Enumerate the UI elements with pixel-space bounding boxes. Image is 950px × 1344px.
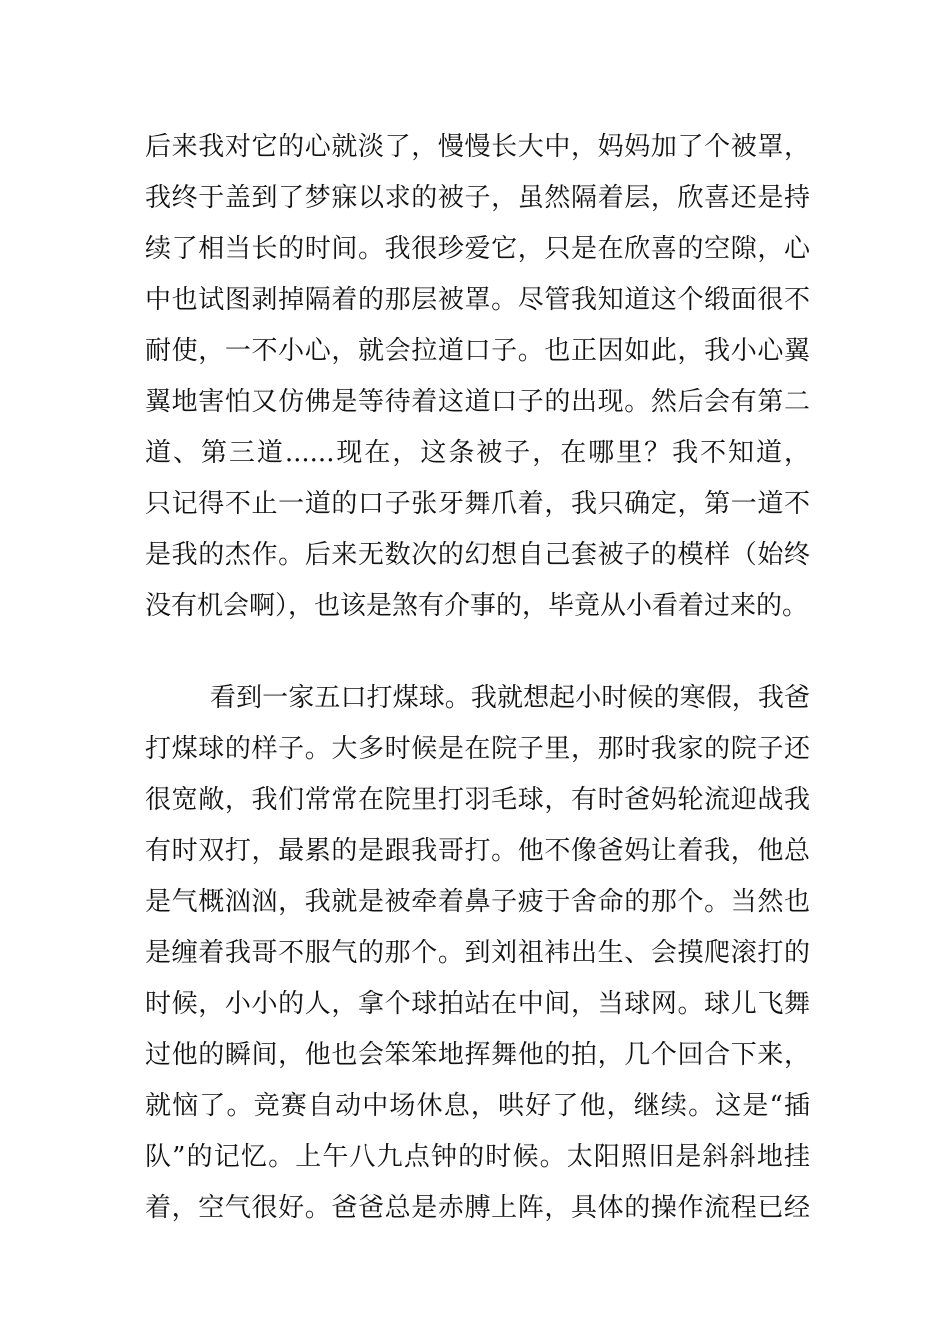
text-line: 是我的杰作。后来无数次的幻想自己套被子的模样（始终 bbox=[145, 540, 810, 570]
text-line: 后来我对它的心就淡了，慢慢长大中，妈妈加了个被罩， bbox=[145, 132, 810, 162]
text-line: 打煤球的样子。大多时候是在院子里，那时我家的院子还 bbox=[145, 734, 810, 764]
text-line: 是缠着我哥不服气的那个。到刘祖袆出生、会摸爬滚打的 bbox=[145, 938, 810, 968]
text-line: 就恼了。竞赛自动中场休息，哄好了他，继续。这是“插 bbox=[145, 1091, 810, 1121]
text-line: 很宽敞，我们常常在院里打羽毛球，有时爸妈轮流迎战我 bbox=[145, 785, 810, 815]
text-line: 队”的记忆。上午八九点钟的时候。太阳照旧是斜斜地挂 bbox=[145, 1142, 810, 1172]
text-line: 续了相当长的时间。我很珍爱它，只是在欣喜的空隙，心 bbox=[145, 234, 810, 264]
text-line: 过他的瞬间，他也会笨笨地挥舞他的拍，几个回合下来， bbox=[145, 1040, 810, 1070]
text-line: 时候，小小的人，拿个球拍站在中间，当球网。球儿飞舞 bbox=[145, 989, 810, 1019]
text-line: 翼地害怕又仿佛是等待着这道口子的出现。然后会有第二 bbox=[145, 387, 810, 417]
text-line: 我终于盖到了梦寐以求的被子，虽然隔着层，欣喜还是持 bbox=[145, 183, 810, 213]
text-line: 着，空气很好。爸爸总是赤膊上阵，具体的操作流程已经 bbox=[145, 1193, 810, 1223]
text-line: 有时双打，最累的是跟我哥打。他不像爸妈让着我，他总 bbox=[145, 836, 810, 866]
text-line: 看到一家五口打煤球。我就想起小时候的寒假，我爸 bbox=[210, 683, 810, 713]
text-line: 中也试图剥掉隔着的那层被罩。尽管我知道这个缎面很不 bbox=[145, 285, 810, 315]
text-line: 道、第三道......现在，这条被子，在哪里？我不知道， bbox=[145, 438, 810, 468]
text-line: 只记得不止一道的口子张牙舞爪着，我只确定，第一道不 bbox=[145, 489, 810, 519]
text-line: 是气概汹汹，我就是被牵着鼻子疲于舍命的那个。当然也 bbox=[145, 887, 810, 917]
text-line: 没有机会啊），也该是煞有介事的，毕竟从小看着过来的。 bbox=[145, 591, 809, 621]
text-line: 耐使，一不小心，就会拉道口子。也正因如此，我小心翼 bbox=[145, 336, 810, 366]
